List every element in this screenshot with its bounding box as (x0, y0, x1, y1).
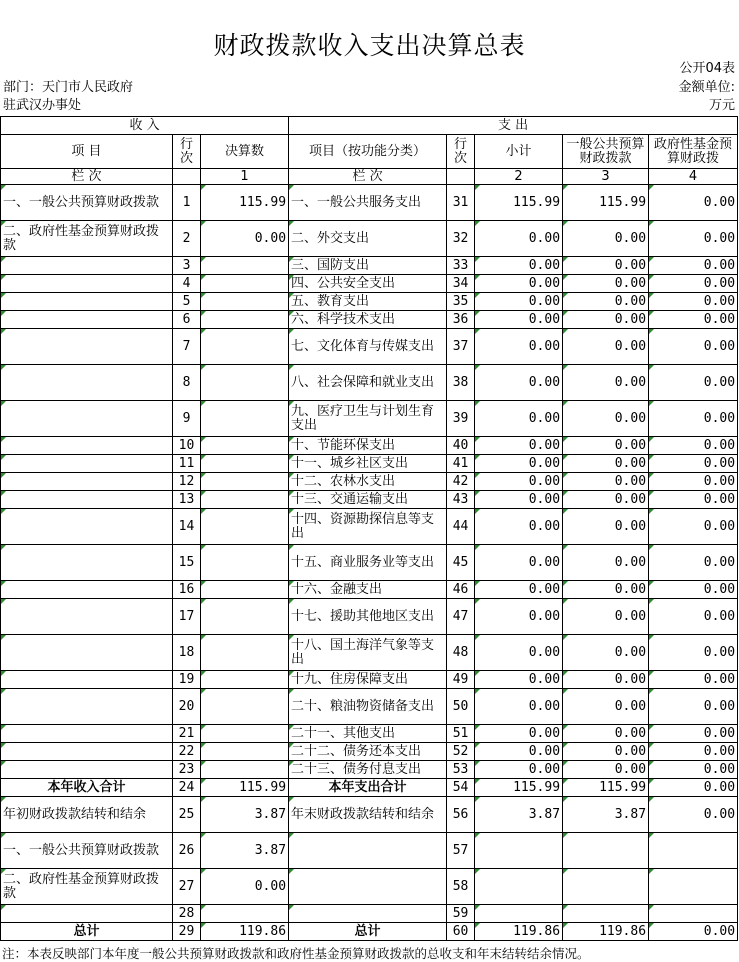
income-item (1, 545, 173, 581)
expense-line-no: 43 (447, 491, 475, 509)
expense-subtotal: 0.00 (475, 293, 563, 311)
income-line-no: 23 (173, 761, 201, 779)
expense-line-no: 34 (447, 275, 475, 293)
table-row (1, 905, 738, 923)
expense-item: 十八、国土海洋气象等支出 (289, 635, 447, 671)
expense-general-budget: 115.99 (563, 779, 649, 797)
expense-general-budget (563, 833, 649, 869)
expense-subtotal: 0.00 (475, 725, 563, 743)
table-row (1, 401, 738, 437)
expense-item: 五、教育支出 (289, 293, 447, 311)
income-amount (201, 581, 289, 599)
expense-header: 支 出 (289, 117, 738, 135)
expense-subtotal (475, 869, 563, 905)
expense-line-no: 37 (447, 329, 475, 365)
expense-general-budget: 3.87 (563, 797, 649, 833)
income-line-no: 28 (173, 905, 201, 923)
expense-line-no: 53 (447, 761, 475, 779)
expense-line-no: 50 (447, 689, 475, 725)
expense-general-budget: 0.00 (563, 455, 649, 473)
table-row (1, 455, 738, 473)
expense-fund-budget: 0.00 (649, 185, 738, 221)
income-line-no: 20 (173, 689, 201, 725)
line-no-header-2: 行次 (447, 135, 475, 169)
expense-subtotal (475, 905, 563, 923)
expense-general-budget: 0.00 (563, 473, 649, 491)
expense-subtotal: 0.00 (475, 761, 563, 779)
expense-item: 二十一、其他支出 (289, 725, 447, 743)
table-row (1, 437, 738, 455)
expense-fund-budget: 0.00 (649, 635, 738, 671)
expense-item: 年末财政拨款结转和结余 (289, 797, 447, 833)
table-row (1, 311, 738, 329)
expense-subtotal (475, 833, 563, 869)
table-row (1, 329, 738, 365)
income-item (1, 293, 173, 311)
expense-general-budget (563, 905, 649, 923)
income-amount: 3.87 (201, 833, 289, 869)
expense-item: 十五、商业服务业等支出 (289, 545, 447, 581)
income-item (1, 329, 173, 365)
table-row (1, 473, 738, 491)
expense-line-no: 38 (447, 365, 475, 401)
income-item: 本年收入合计 (1, 779, 173, 797)
income-amount (201, 401, 289, 437)
table-row (1, 923, 738, 941)
col-blank-2 (447, 169, 475, 185)
income-amount (201, 491, 289, 509)
expense-fund-budget: 0.00 (649, 401, 738, 437)
income-item: 一、一般公共预算财政拨款 (1, 185, 173, 221)
expense-fund-budget: 0.00 (649, 797, 738, 833)
expense-general-budget: 0.00 (563, 635, 649, 671)
expense-fund-budget: 0.00 (649, 761, 738, 779)
col-label-left: 栏 次 (1, 169, 173, 185)
expense-subtotal: 0.00 (475, 671, 563, 689)
expense-subtotal: 0.00 (475, 437, 563, 455)
income-line-no: 1 (173, 185, 201, 221)
expense-subtotal: 0.00 (475, 581, 563, 599)
income-amount (201, 293, 289, 311)
expense-fund-budget: 0.00 (649, 509, 738, 545)
expense-fund-budget: 0.00 (649, 437, 738, 455)
expense-fund-budget: 0.00 (649, 329, 738, 365)
table-row (1, 833, 738, 869)
income-line-no: 6 (173, 311, 201, 329)
col-number-3: 3 (563, 169, 649, 185)
expense-subtotal: 0.00 (475, 329, 563, 365)
income-amount (201, 437, 289, 455)
expense-item: 十六、金融支出 (289, 581, 447, 599)
income-amount (201, 599, 289, 635)
income-amount (201, 905, 289, 923)
expense-general-budget: 0.00 (563, 221, 649, 257)
expense-item: 九、医疗卫生与计划生育支出 (289, 401, 447, 437)
income-item (1, 905, 173, 923)
income-line-no: 25 (173, 797, 201, 833)
income-amount (201, 329, 289, 365)
expense-line-no: 44 (447, 509, 475, 545)
expense-item (289, 833, 447, 869)
income-line-no: 2 (173, 221, 201, 257)
report-title: 财政拨款收入支出决算总表 (213, 31, 526, 60)
actual-header: 决算数 (201, 135, 289, 169)
expense-general-budget: 0.00 (563, 365, 649, 401)
expense-line-no: 35 (447, 293, 475, 311)
table-row (1, 689, 738, 725)
income-line-no: 12 (173, 473, 201, 491)
income-item (1, 455, 173, 473)
expense-general-budget: 0.00 (563, 311, 649, 329)
expense-fund-budget (649, 833, 738, 869)
expense-item: 一、一般公共服务支出 (289, 185, 447, 221)
amount-unit: 万元 (708, 98, 735, 113)
expense-item: 四、公共安全支出 (289, 275, 447, 293)
expense-general-budget: 0.00 (563, 275, 649, 293)
expense-line-no: 54 (447, 779, 475, 797)
expense-item: 八、社会保障和就业支出 (289, 365, 447, 401)
expense-fund-budget: 0.00 (649, 491, 738, 509)
income-amount: 0.00 (201, 869, 289, 905)
table-row (1, 257, 738, 275)
func-item-header: 项目（按功能分类） (289, 135, 447, 169)
col-number-2: 2 (475, 169, 563, 185)
expense-general-budget: 0.00 (563, 257, 649, 275)
income-line-no: 14 (173, 509, 201, 545)
income-header: 收 入 (1, 117, 289, 135)
income-line-no: 17 (173, 599, 201, 635)
expense-fund-budget: 0.00 (649, 365, 738, 401)
income-line-no: 5 (173, 293, 201, 311)
expense-line-no: 40 (447, 437, 475, 455)
expense-line-no: 56 (447, 797, 475, 833)
table-row (1, 725, 738, 743)
expense-line-no: 48 (447, 635, 475, 671)
income-amount (201, 509, 289, 545)
expense-subtotal: 0.00 (475, 455, 563, 473)
expense-subtotal: 0.00 (475, 635, 563, 671)
expense-subtotal: 115.99 (475, 779, 563, 797)
expense-line-no: 45 (447, 545, 475, 581)
expense-item: 十七、援助其他地区支出 (289, 599, 447, 635)
department-line-2: 驻武汉办事处 (3, 98, 82, 113)
expense-item: 二十三、债务付息支出 (289, 761, 447, 779)
expense-line-no: 51 (447, 725, 475, 743)
subtotal-header: 小计 (475, 135, 563, 169)
expense-general-budget: 0.00 (563, 689, 649, 725)
expense-fund-budget: 0.00 (649, 599, 738, 635)
income-amount: 115.99 (201, 185, 289, 221)
expense-general-budget: 0.00 (563, 329, 649, 365)
expense-line-no: 33 (447, 257, 475, 275)
income-line-no: 10 (173, 437, 201, 455)
expense-fund-budget: 0.00 (649, 923, 738, 941)
expense-fund-budget (649, 905, 738, 923)
income-item (1, 401, 173, 437)
department-line-1: 部门：天门市人民政府 (3, 80, 134, 95)
col-label-right: 栏 次 (289, 169, 447, 185)
income-item (1, 311, 173, 329)
income-item (1, 689, 173, 725)
income-item (1, 599, 173, 635)
expense-item: 六、科学技术支出 (289, 311, 447, 329)
expense-fund-budget: 0.00 (649, 545, 738, 581)
expense-subtotal: 0.00 (475, 275, 563, 293)
expense-general-budget: 0.00 (563, 437, 649, 455)
expense-item: 十四、资源勘探信息等支出 (289, 509, 447, 545)
expense-general-budget: 0.00 (563, 671, 649, 689)
expense-fund-budget: 0.00 (649, 275, 738, 293)
income-line-no: 22 (173, 743, 201, 761)
expense-subtotal: 0.00 (475, 509, 563, 545)
income-amount (201, 545, 289, 581)
expense-general-budget: 0.00 (563, 599, 649, 635)
expense-item: 三、国防支出 (289, 257, 447, 275)
income-line-no: 7 (173, 329, 201, 365)
income-item (1, 761, 173, 779)
expense-line-no: 32 (447, 221, 475, 257)
income-item (1, 635, 173, 671)
expense-general-budget: 0.00 (563, 581, 649, 599)
expense-fund-budget: 0.00 (649, 689, 738, 725)
income-line-no: 13 (173, 491, 201, 509)
income-amount (201, 257, 289, 275)
expense-line-no: 59 (447, 905, 475, 923)
expense-fund-budget: 0.00 (649, 671, 738, 689)
col-blank-1 (173, 169, 201, 185)
table-row (1, 599, 738, 635)
income-amount (201, 365, 289, 401)
amount-unit-label: 金额单位: (678, 80, 735, 95)
expense-item: 十九、住房保障支出 (289, 671, 447, 689)
expense-line-no: 58 (447, 869, 475, 905)
line-no-header: 行次 (173, 135, 201, 169)
expense-line-no: 41 (447, 455, 475, 473)
income-line-no: 3 (173, 257, 201, 275)
expense-subtotal: 0.00 (475, 221, 563, 257)
expense-fund-budget: 0.00 (649, 779, 738, 797)
expense-line-no: 46 (447, 581, 475, 599)
income-amount: 3.87 (201, 797, 289, 833)
table-row (1, 221, 738, 257)
expense-general-budget: 0.00 (563, 491, 649, 509)
income-item (1, 743, 173, 761)
expense-subtotal: 0.00 (475, 311, 563, 329)
expense-item: 二、外交支出 (289, 221, 447, 257)
expense-item: 本年支出合计 (289, 779, 447, 797)
expense-line-no: 36 (447, 311, 475, 329)
table-row (1, 671, 738, 689)
income-item: 一、一般公共预算财政拨款 (1, 833, 173, 869)
expense-fund-budget: 0.00 (649, 743, 738, 761)
income-item (1, 257, 173, 275)
expense-general-budget: 0.00 (563, 725, 649, 743)
income-item (1, 473, 173, 491)
table-row (1, 509, 738, 545)
expense-item: 十二、农林水支出 (289, 473, 447, 491)
income-line-no: 29 (173, 923, 201, 941)
table-row (1, 869, 738, 905)
expense-subtotal: 0.00 (475, 545, 563, 581)
expense-item (289, 869, 447, 905)
expense-fund-budget: 0.00 (649, 473, 738, 491)
expense-subtotal: 0.00 (475, 491, 563, 509)
income-line-no: 16 (173, 581, 201, 599)
expense-item: 十、节能环保支出 (289, 437, 447, 455)
expense-general-budget: 115.99 (563, 185, 649, 221)
income-amount (201, 635, 289, 671)
expense-item: 十三、交通运输支出 (289, 491, 447, 509)
expense-line-no: 31 (447, 185, 475, 221)
expense-subtotal: 0.00 (475, 743, 563, 761)
expense-item (289, 905, 447, 923)
income-amount (201, 473, 289, 491)
expense-general-budget: 0.00 (563, 545, 649, 581)
income-item (1, 437, 173, 455)
income-line-no: 26 (173, 833, 201, 869)
income-amount: 119.86 (201, 923, 289, 941)
expense-line-no: 47 (447, 599, 475, 635)
income-item (1, 581, 173, 599)
income-amount (201, 275, 289, 293)
income-item (1, 491, 173, 509)
expense-general-budget: 0.00 (563, 401, 649, 437)
expense-subtotal: 3.87 (475, 797, 563, 833)
income-amount (201, 671, 289, 689)
expense-general-budget: 119.86 (563, 923, 649, 941)
expense-general-budget: 0.00 (563, 743, 649, 761)
income-line-no: 15 (173, 545, 201, 581)
table-row (1, 545, 738, 581)
income-line-no: 19 (173, 671, 201, 689)
expense-fund-budget: 0.00 (649, 725, 738, 743)
table-row (1, 293, 738, 311)
item-header: 项 目 (1, 135, 173, 169)
expense-fund-budget: 0.00 (649, 311, 738, 329)
form-number: 公开04表 (679, 61, 735, 76)
budget-summary-table (0, 116, 738, 941)
table-row (1, 491, 738, 509)
income-item (1, 725, 173, 743)
expense-general-budget: 0.00 (563, 509, 649, 545)
expense-item: 二十二、债务还本支出 (289, 743, 447, 761)
expense-line-no: 52 (447, 743, 475, 761)
income-line-no: 24 (173, 779, 201, 797)
expense-item: 七、文化体育与传媒支出 (289, 329, 447, 365)
expense-item: 总计 (289, 923, 447, 941)
expense-line-no: 60 (447, 923, 475, 941)
income-amount (201, 761, 289, 779)
table-row (1, 761, 738, 779)
income-line-no: 18 (173, 635, 201, 671)
expense-line-no: 57 (447, 833, 475, 869)
income-amount: 0.00 (201, 221, 289, 257)
income-amount (201, 689, 289, 725)
expense-subtotal: 119.86 (475, 923, 563, 941)
expense-fund-budget: 0.00 (649, 293, 738, 311)
table-row (1, 779, 738, 797)
income-item (1, 275, 173, 293)
expense-subtotal: 0.00 (475, 365, 563, 401)
expense-fund-budget: 0.00 (649, 257, 738, 275)
income-item: 二、政府性基金预算财政拨款 (1, 869, 173, 905)
expense-line-no: 49 (447, 671, 475, 689)
footnote: 注：本表反映部门本年度一般公共预算财政拨款和政府性基金预算财政拨款的总收支和年末结转结余情况。 (2, 946, 590, 961)
income-amount (201, 455, 289, 473)
expense-subtotal: 0.00 (475, 473, 563, 491)
table-row (1, 635, 738, 671)
income-line-no: 21 (173, 725, 201, 743)
income-item (1, 365, 173, 401)
income-item: 年初财政拨款结转和结余 (1, 797, 173, 833)
income-line-no: 11 (173, 455, 201, 473)
expense-general-budget: 0.00 (563, 761, 649, 779)
income-line-no: 8 (173, 365, 201, 401)
col-number-1: 1 (201, 169, 289, 185)
expense-fund-budget: 0.00 (649, 221, 738, 257)
general-budget-header: 一般公共预算财政拨款 (563, 135, 649, 169)
expense-fund-budget: 0.00 (649, 581, 738, 599)
expense-subtotal: 0.00 (475, 401, 563, 437)
expense-item: 十一、城乡社区支出 (289, 455, 447, 473)
expense-item: 二十、粮油物资储备支出 (289, 689, 447, 725)
fund-budget-header: 政府性基金预算财政拨 (649, 135, 738, 169)
table-row (1, 185, 738, 221)
income-item: 总计 (1, 923, 173, 941)
table-row (1, 581, 738, 599)
col-number-4: 4 (649, 169, 738, 185)
income-item (1, 509, 173, 545)
table-row (1, 797, 738, 833)
income-item (1, 671, 173, 689)
income-line-no: 27 (173, 869, 201, 905)
income-amount (201, 311, 289, 329)
expense-subtotal: 0.00 (475, 599, 563, 635)
expense-subtotal: 0.00 (475, 257, 563, 275)
income-amount (201, 743, 289, 761)
income-line-no: 4 (173, 275, 201, 293)
income-item: 二、政府性基金预算财政拨款 (1, 221, 173, 257)
expense-line-no: 42 (447, 473, 475, 491)
expense-subtotal: 0.00 (475, 689, 563, 725)
table-row (1, 275, 738, 293)
expense-general-budget: 0.00 (563, 293, 649, 311)
income-amount (201, 725, 289, 743)
table-row (1, 365, 738, 401)
expense-fund-budget: 0.00 (649, 455, 738, 473)
table-row (1, 743, 738, 761)
expense-fund-budget (649, 869, 738, 905)
expense-general-budget (563, 869, 649, 905)
expense-line-no: 39 (447, 401, 475, 437)
income-line-no: 9 (173, 401, 201, 437)
expense-subtotal: 115.99 (475, 185, 563, 221)
income-amount: 115.99 (201, 779, 289, 797)
